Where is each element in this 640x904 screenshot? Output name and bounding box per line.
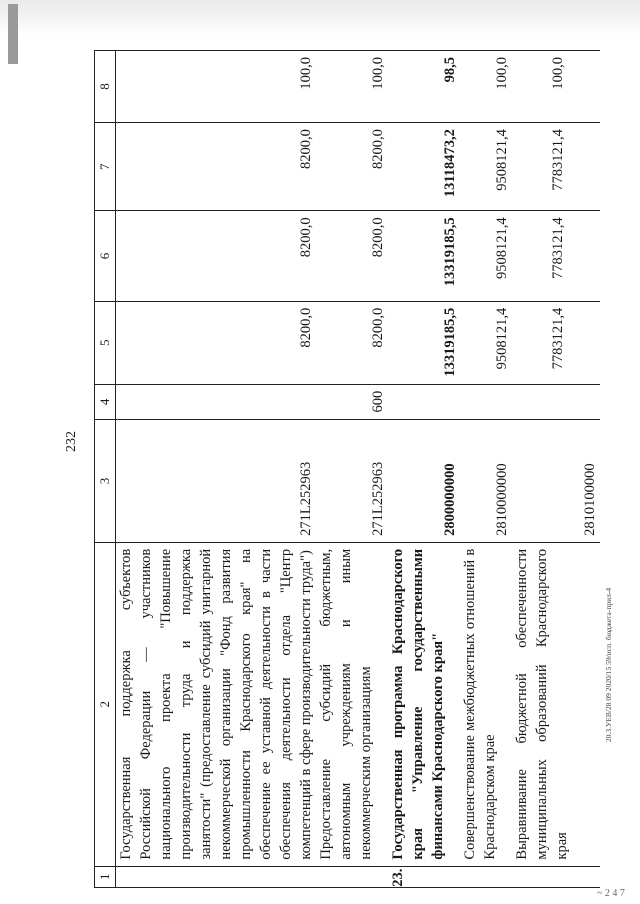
row-col-7: 8200,0 xyxy=(116,123,317,211)
row-code: 2810000000 xyxy=(460,420,512,543)
page-number: 232 xyxy=(64,431,79,452)
header-col-2: 2 xyxy=(95,542,116,866)
header-col-3: 3 xyxy=(95,420,116,543)
row-vr: 600 xyxy=(316,384,388,419)
table-row xyxy=(116,51,317,888)
header-col-1: 1 xyxy=(95,866,116,887)
row-vr xyxy=(460,384,512,419)
scan-edge xyxy=(0,0,640,36)
row-col-8: 100,0 xyxy=(116,51,317,123)
row-col-7: 13118473,2 xyxy=(388,123,460,211)
row-col-8: 100,0 xyxy=(512,51,600,123)
budget-table xyxy=(94,50,600,888)
row-col-8: 100,0 xyxy=(316,51,388,123)
row-code: 2810100000 xyxy=(512,420,600,543)
row-col-6: 7783121,4 xyxy=(512,211,600,301)
table-row xyxy=(460,51,512,888)
row-description: Совершенствование межбюджетных отношений в Краснодарском крае xyxy=(460,542,512,866)
row-col-8: 100,0 xyxy=(460,51,512,123)
table-row xyxy=(316,51,388,888)
row-col-7: 9508121,4 xyxy=(460,123,512,211)
row-description: Выравнивание бюджетной обеспеченности муниципальных образований Краснодарского края xyxy=(512,542,600,866)
footer-stamp: 20.3.УЕВ/28 09 2020/15 59/исп. бюджета-прил-4 xyxy=(604,587,613,742)
row-col-6: 9508121,4 xyxy=(460,211,512,301)
table-header-row xyxy=(95,51,116,888)
row-col-7: 8200,0 xyxy=(316,123,388,211)
row-code: 271L252963 xyxy=(116,420,317,543)
row-description: Предоставление субсидий бюджетным, автономным учреждениям и иным некоммерческим организациям xyxy=(316,542,388,866)
row-col-5: 7783121,4 xyxy=(512,301,600,384)
row-col-7: 7783121,4 xyxy=(512,123,600,211)
row-description: Государственная поддержка субъектов Российской Федерации — участников национального проекта "Повышение производительности труда и поддержка занятости" (предоставление субсидий унитарной некоммерческой организации "Фонд развития промышленности Краснодарского края" на обеспечение ее уставной деятельности в части обеспечения деятельности отдела "Центр компетенций в сфере производительности труда") xyxy=(116,542,317,866)
header-col-5: 5 xyxy=(95,301,116,384)
row-col-8: 98,5 xyxy=(388,51,460,123)
row-col-6: 8200,0 xyxy=(116,211,317,301)
header-col-6: 6 xyxy=(95,211,116,301)
row-col-5: 8200,0 xyxy=(116,301,317,384)
scan-artifact-bar xyxy=(8,4,18,64)
row-col-5: 13319185,5 xyxy=(388,301,460,384)
header-col-8: 8 xyxy=(95,51,116,123)
row-vr xyxy=(116,384,317,419)
row-vr xyxy=(388,384,460,419)
header-col-7: 7 xyxy=(95,123,116,211)
row-col-5: 8200,0 xyxy=(316,301,388,384)
row-col-6: 13319185,5 xyxy=(388,211,460,301)
table-row xyxy=(388,51,460,888)
row-col-6: 8200,0 xyxy=(316,211,388,301)
row-number xyxy=(512,866,600,887)
row-number xyxy=(460,866,512,887)
row-col-5: 9508121,4 xyxy=(460,301,512,384)
row-code: 271L252963 xyxy=(316,420,388,543)
row-number: 23. xyxy=(388,866,460,887)
rotated-page-content xyxy=(94,50,614,888)
row-description: Государственная программа Краснодарского края "Управление государственными финансами Краснодарского края" xyxy=(388,542,460,866)
row-vr xyxy=(512,384,600,419)
bottom-mark: ~ 2 4 7 xyxy=(597,888,625,899)
row-number xyxy=(316,866,388,887)
row-code: 2800000000 xyxy=(388,420,460,543)
header-col-4: 4 xyxy=(95,384,116,419)
row-number xyxy=(116,866,317,887)
table-row xyxy=(512,51,600,888)
